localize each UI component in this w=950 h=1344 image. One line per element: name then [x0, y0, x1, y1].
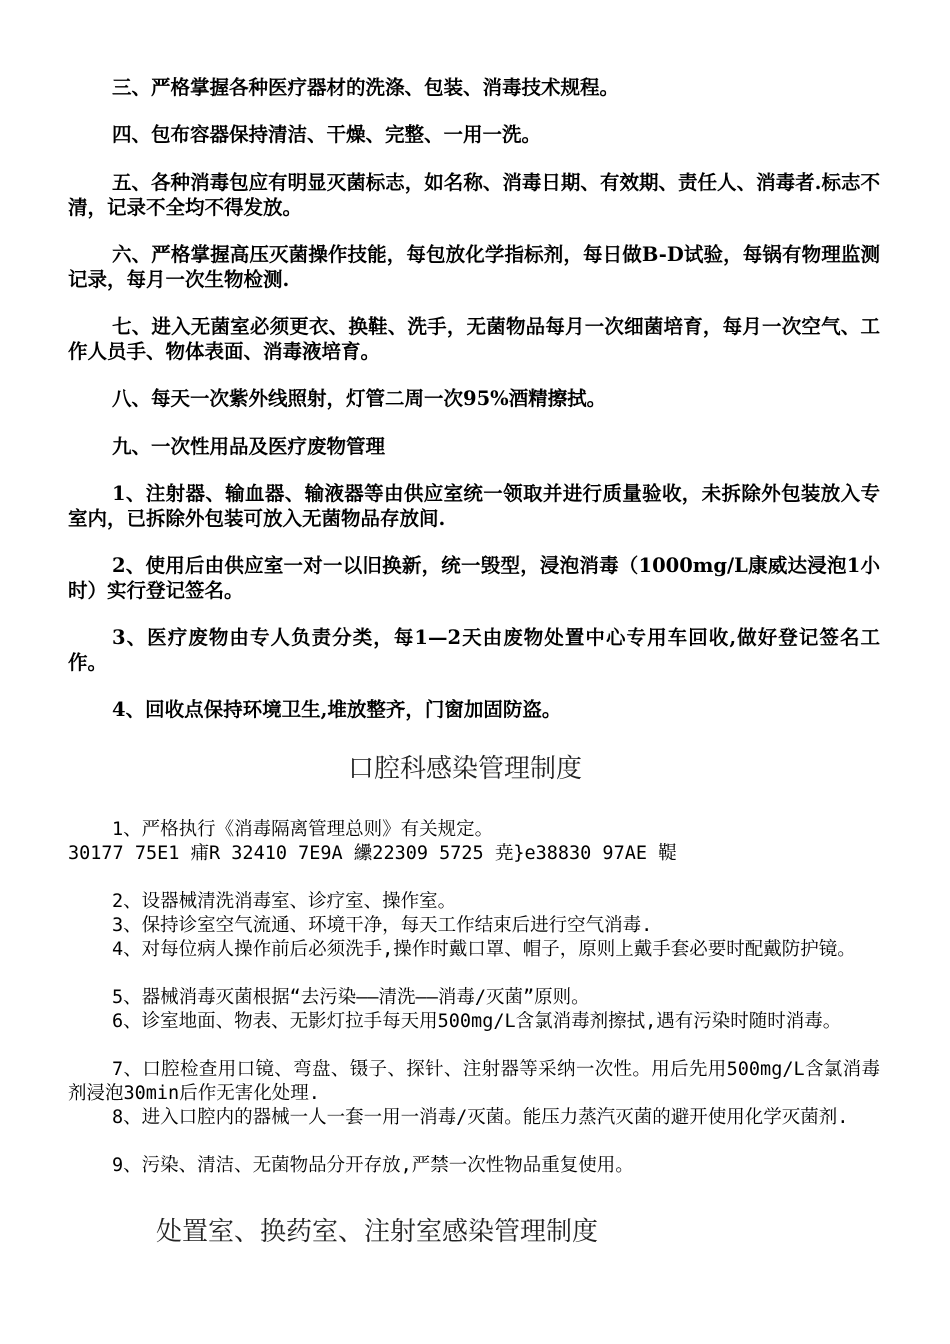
rule-paragraph: 九、一次性用品及医疗废物管理: [112, 435, 386, 458]
rule-paragraph: 八、每天一次紫外线照射，灯管二周一次95%酒精擦拭。: [112, 387, 607, 410]
rule-paragraph: 9、污染、清洁、无菌物品分开存放,严禁一次性物品重复使用。: [112, 1155, 634, 1176]
rule-paragraph: 8、进入口腔内的器械一人一套一用一消毒/灭菌。能压力蒸汽灭菌的避开使用化学灭菌剂.: [112, 1107, 849, 1128]
rule-paragraph: 三、严格掌握各种医疗器材的洗涤、包装、消毒技术规程。: [112, 76, 620, 99]
rule-paragraph: 5、器械消毒灭菌根据“去污染——清洗——消毒/灭菌”原则。: [112, 987, 590, 1008]
rule-paragraph: 4、回收点保持环境卫生,堆放整齐，门窗加固防盗。: [112, 698, 562, 721]
rule-paragraph: 2、使用后由供应室一对一以旧换新，统一毁型，浸泡消毒（1000mg/L康威达浸泡1小时）实行登记签名。: [68, 554, 880, 602]
rule-paragraph: 五、各种消毒包应有明显灭菌标志，如名称、消毒日期、有效期、责任人、消毒者.标志不清，记录不全均不得发放。: [68, 171, 880, 219]
garbled-text-line: 30177 75E1 痡R 32410 7E9A 纝22309 5725 尭}e38830 97AE 鞮: [68, 843, 677, 864]
rule-paragraph: 4、对每位病人操作前后必须洗手,操作时戴口罩、帽子，原则上戴手套必要时配戴防护镜。: [112, 939, 856, 960]
rule-paragraph: 1、严格执行《消毒隔离管理总则》有关规定。: [112, 819, 494, 840]
rule-paragraph: 6、诊室地面、物表、无影灯拉手每天用500mg/L含氯消毒剂擦拭,遇有污染时随时消毒。: [112, 1011, 842, 1032]
rule-paragraph: 7、口腔检查用口镜、弯盘、镊子、探针、注射器等采纳一次性。用后先用500mg/L含氯消毒剂浸泡30min后作无害化处理.: [68, 1059, 880, 1104]
rule-paragraph: 2、设器械清洗消毒室、诊疗室、操作室。: [112, 891, 457, 912]
rule-paragraph: 七、进入无菌室必须更衣、换鞋、洗手，无菌物品每月一次细菌培育，每月一次空气、工作人员手、物体表面、消毒液培育。: [68, 315, 880, 363]
rule-paragraph: 四、包布容器保持清洁、干燥、完整、一用一洗。: [112, 123, 542, 146]
rule-paragraph: 六、严格掌握高压灭菌操作技能，每包放化学指标剂，每日做B-D试验，每锅有物理监测记录，每月一次生物检测.: [68, 243, 880, 291]
rule-paragraph: 1、注射器、输血器、输液器等由供应室统一领取并进行质量验收，未拆除外包装放入专室内，已拆除外包装可放入无菌物品存放间.: [68, 482, 880, 530]
rule-paragraph: 3、医疗废物由专人负责分类，每1—2天由废物处置中心专用车回收,做好登记签名工作。: [68, 626, 880, 674]
section-heading: 处置室、换药室、注射室感染管理制度: [156, 1217, 599, 1247]
rule-paragraph: 3、保持诊室空气流通、环境干净，每天工作结束后进行空气消毒.: [112, 915, 653, 936]
section-heading: 口腔科感染管理制度: [348, 754, 583, 784]
